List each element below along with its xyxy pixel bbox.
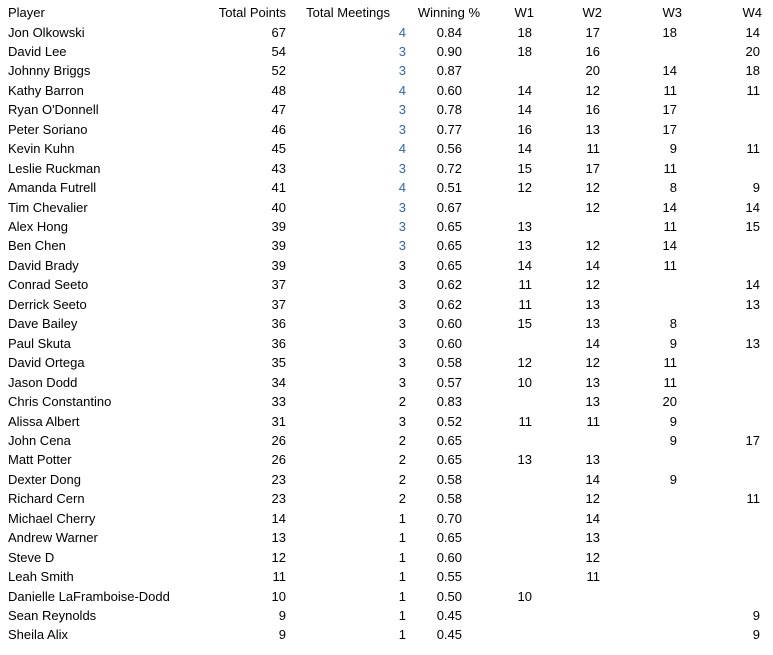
table-row (0, 606, 773, 625)
cell-total-meetings[interactable]: 1 (398, 588, 406, 604)
cell-w3[interactable]: 20 (662, 394, 677, 410)
cell-player[interactable]: Danielle LaFramboise-Dodd (8, 588, 170, 604)
cell-winning-percent[interactable]: 0.50 (436, 588, 462, 604)
cell-winning-percent[interactable]: 0.65 (436, 452, 462, 468)
cell-w2[interactable] (545, 606, 600, 625)
cell-player[interactable]: Leah Smith (8, 569, 74, 585)
cell-w4[interactable]: 17 (745, 432, 760, 448)
cell-w2[interactable] (545, 217, 600, 236)
cell-w2[interactable]: 11 (586, 569, 600, 585)
cell-winning-percent[interactable]: 0.78 (436, 102, 462, 118)
cell-w4[interactable] (705, 373, 760, 392)
table-row (0, 470, 773, 489)
cell-w2[interactable]: 14 (585, 471, 600, 487)
cell-total-meetings[interactable]: 3 (398, 160, 406, 176)
cell-winning-percent[interactable]: 0.52 (436, 413, 462, 429)
cell-w3[interactable]: 9 (669, 432, 677, 448)
cell-total-meetings[interactable]: 2 (398, 452, 406, 468)
cell-w4[interactable] (705, 567, 760, 586)
cell-w1[interactable] (480, 198, 532, 217)
cell-w2[interactable] (545, 625, 600, 644)
cell-w4[interactable]: 13 (745, 335, 760, 351)
cell-player[interactable]: Sheila Alix (8, 627, 68, 643)
cell-total-meetings[interactable]: 3 (398, 43, 406, 59)
cell-total-meetings[interactable]: 3 (398, 63, 406, 79)
cell-player[interactable]: Chris Constantino (8, 394, 112, 410)
cell-w1[interactable] (480, 509, 532, 528)
cell-w4[interactable]: 14 (745, 277, 760, 293)
cell-winning-percent[interactable]: 0.45 (436, 627, 462, 643)
cell-total-points[interactable]: 14 (271, 510, 286, 526)
cell-winning-percent[interactable]: 0.58 (436, 471, 462, 487)
cell-total-meetings[interactable]: 1 (398, 510, 406, 526)
cell-w2[interactable]: 14 (585, 510, 600, 526)
table-row (0, 295, 773, 314)
cell-w4[interactable] (705, 470, 760, 489)
cell-player[interactable]: David Brady (8, 257, 79, 273)
cell-total-meetings[interactable]: 2 (398, 432, 406, 448)
cell-w2[interactable]: 12 (585, 355, 600, 371)
cell-winning-percent[interactable]: 0.60 (436, 335, 462, 351)
table-row (0, 198, 773, 217)
table-row (0, 431, 773, 450)
cell-total-points[interactable]: 39 (271, 238, 286, 254)
cell-w3[interactable]: 8 (669, 180, 677, 196)
table-row (0, 61, 773, 80)
cell-w2[interactable]: 13 (585, 530, 600, 546)
cell-w2[interactable]: 17 (585, 160, 600, 176)
cell-total-points[interactable]: 41 (271, 180, 286, 196)
cell-total-points[interactable]: 46 (271, 121, 286, 137)
cell-winning-percent[interactable]: 0.58 (436, 491, 462, 507)
cell-winning-percent[interactable]: 0.51 (436, 180, 462, 196)
cell-w4[interactable] (705, 412, 760, 431)
cell-w2[interactable]: 14 (585, 257, 600, 273)
cell-w3[interactable] (625, 606, 677, 625)
cell-w3[interactable]: 11 (663, 257, 677, 273)
cell-w1[interactable]: 18 (517, 24, 532, 40)
cell-player[interactable]: Conrad Seeto (8, 277, 89, 293)
table-row (0, 120, 773, 139)
cell-winning-percent[interactable]: 0.65 (436, 219, 462, 234)
cell-w3[interactable]: 11 (663, 82, 677, 98)
cell-w4[interactable] (705, 587, 760, 606)
cell-winning-percent[interactable]: 0.70 (436, 510, 462, 526)
cell-w1[interactable]: 14 (517, 141, 532, 157)
table-row (0, 625, 773, 644)
cell-total-points[interactable]: 23 (271, 491, 286, 507)
cell-total-meetings[interactable]: 4 (398, 82, 406, 98)
cell-player[interactable]: Dexter Dong (8, 471, 81, 487)
cell-w1[interactable]: 14 (517, 82, 532, 98)
cell-w1[interactable]: 12 (517, 180, 532, 196)
cell-winning-percent[interactable]: 0.65 (436, 238, 462, 254)
cell-w4[interactable] (705, 353, 760, 372)
cell-w3[interactable] (625, 528, 677, 547)
cell-player[interactable]: Steve D (8, 549, 55, 565)
cell-w3[interactable]: 11 (663, 160, 677, 176)
cell-total-points[interactable]: 23 (271, 471, 286, 487)
header-player[interactable]: Player (8, 5, 45, 20)
cell-w1[interactable]: 13 (517, 452, 532, 468)
cell-w4[interactable]: 14 (745, 199, 760, 215)
cell-total-points[interactable]: 12 (271, 549, 286, 565)
cell-winning-percent[interactable]: 0.87 (436, 63, 462, 79)
table-row (0, 275, 773, 294)
header-row (0, 3, 773, 22)
cell-w2[interactable]: 12 (585, 491, 600, 507)
cell-player[interactable]: Sean Reynolds (8, 608, 97, 623)
cell-total-points[interactable]: 47 (271, 102, 286, 118)
table-row (0, 587, 773, 606)
cell-total-meetings[interactable]: 1 (398, 627, 406, 643)
cell-winning-percent[interactable]: 0.56 (436, 141, 462, 157)
cell-w3[interactable]: 18 (662, 24, 677, 40)
cell-total-points[interactable]: 26 (271, 432, 286, 448)
cell-total-meetings[interactable]: 4 (398, 180, 406, 196)
cell-w4[interactable] (705, 509, 760, 528)
cell-total-points[interactable]: 26 (271, 452, 286, 468)
cell-winning-percent[interactable]: 0.65 (436, 257, 462, 273)
cell-player[interactable]: Alissa Albert (8, 413, 80, 429)
cell-winning-percent[interactable]: 0.90 (436, 43, 462, 59)
cell-w1[interactable] (480, 567, 532, 586)
cell-winning-percent[interactable]: 0.62 (436, 296, 462, 312)
cell-player[interactable]: Tim Chevalier (8, 199, 88, 215)
cell-w4[interactable]: 11 (746, 141, 760, 157)
cell-player[interactable]: Richard Cern (8, 491, 85, 507)
cell-total-meetings[interactable]: 2 (398, 394, 406, 410)
cell-w3[interactable]: 11 (663, 219, 677, 234)
cell-player[interactable]: Derrick Seeto (8, 296, 87, 312)
cell-player[interactable]: Alex Hong (8, 219, 68, 234)
cell-total-meetings[interactable]: 3 (398, 296, 406, 312)
table-row (0, 256, 773, 275)
cell-total-meetings[interactable]: 3 (398, 335, 406, 351)
cell-total-points[interactable]: 40 (271, 199, 286, 215)
table-row (0, 159, 773, 178)
cell-winning-percent[interactable]: 0.62 (436, 277, 462, 293)
cell-w2[interactable]: 12 (585, 199, 600, 215)
cell-w1[interactable] (480, 61, 532, 80)
table-row (0, 42, 773, 61)
cell-total-meetings[interactable]: 3 (398, 413, 406, 429)
cell-player[interactable]: Leslie Ruckman (8, 160, 101, 176)
cell-w3[interactable] (625, 587, 677, 606)
cell-total-points[interactable]: 45 (271, 141, 286, 157)
cell-w4[interactable]: 13 (745, 296, 760, 312)
cell-w1[interactable] (480, 528, 532, 547)
cell-winning-percent[interactable]: 0.58 (436, 355, 462, 371)
cell-w2[interactable]: 13 (585, 374, 600, 390)
header-w3[interactable]: W3 (662, 5, 682, 20)
cell-w4[interactable]: 11 (746, 491, 760, 507)
cell-w4[interactable]: 15 (745, 219, 760, 234)
cell-total-meetings[interactable]: 1 (398, 549, 406, 565)
cell-w2[interactable]: 14 (585, 335, 600, 351)
cell-w3[interactable]: 8 (669, 316, 677, 332)
cell-player[interactable]: Johnny Briggs (8, 63, 91, 79)
cell-w3[interactable]: 17 (662, 121, 677, 137)
cell-w4[interactable] (705, 236, 760, 255)
cell-winning-percent[interactable]: 0.60 (436, 549, 462, 565)
cell-w4[interactable] (705, 450, 760, 469)
cell-total-points[interactable]: 36 (271, 316, 286, 332)
cell-w1[interactable] (480, 334, 532, 353)
table-row (0, 236, 773, 255)
cell-w1[interactable]: 14 (517, 257, 532, 273)
cell-w2[interactable]: 12 (585, 238, 600, 254)
table-row (0, 217, 773, 236)
cell-total-points[interactable]: 34 (271, 374, 286, 390)
cell-w4[interactable] (705, 528, 760, 547)
cell-w4[interactable]: 9 (752, 627, 760, 643)
cell-winning-percent[interactable]: 0.72 (436, 160, 462, 176)
cell-total-meetings[interactable]: 3 (398, 102, 406, 118)
header-w4[interactable]: W4 (742, 5, 762, 20)
cell-player[interactable]: Jon Olkowski (8, 24, 85, 40)
cell-w1[interactable]: 10 (517, 374, 532, 390)
cell-w1[interactable]: 18 (517, 43, 532, 59)
cell-winning-percent[interactable]: 0.65 (436, 530, 462, 546)
cell-w4[interactable] (705, 548, 760, 567)
cell-total-points[interactable]: 48 (271, 82, 286, 98)
cell-w2[interactable]: 13 (585, 394, 600, 410)
cell-total-points[interactable]: 31 (271, 413, 286, 429)
cell-w2[interactable] (545, 587, 600, 606)
header-w2[interactable]: W2 (582, 5, 602, 20)
cell-total-meetings[interactable]: 1 (398, 569, 406, 585)
cell-w2[interactable]: 12 (585, 180, 600, 196)
cell-player[interactable]: David Lee (8, 43, 67, 59)
cell-player[interactable]: Paul Skuta (8, 335, 71, 351)
cell-w1[interactable]: 11 (518, 296, 532, 312)
cell-w2[interactable]: 12 (585, 549, 600, 565)
cell-winning-percent[interactable]: 0.67 (436, 199, 462, 215)
cell-w4[interactable] (705, 314, 760, 333)
cell-total-points[interactable]: 52 (271, 63, 286, 79)
table-row (0, 314, 773, 333)
cell-player[interactable]: Michael Cherry (8, 510, 96, 526)
table-row (0, 23, 773, 42)
cell-w1[interactable]: 13 (517, 219, 532, 234)
cell-winning-percent[interactable]: 0.45 (436, 608, 462, 623)
cell-w1[interactable]: 15 (517, 316, 532, 332)
cell-total-points[interactable]: 33 (271, 394, 286, 410)
cell-w1[interactable]: 12 (517, 355, 532, 371)
cell-total-meetings[interactable]: 1 (398, 530, 406, 546)
table-row (0, 567, 773, 586)
cell-total-points[interactable]: 11 (272, 569, 286, 585)
cell-total-points[interactable]: 35 (271, 355, 286, 371)
cell-player[interactable]: Jason Dodd (8, 374, 78, 390)
cell-w2[interactable]: 11 (586, 141, 600, 157)
cell-w3[interactable]: 9 (669, 413, 677, 429)
cell-total-meetings[interactable]: 3 (398, 355, 406, 371)
cell-total-points[interactable]: 37 (271, 277, 286, 293)
cell-w1[interactable]: 16 (517, 121, 532, 137)
cell-w2[interactable]: 16 (585, 43, 600, 59)
table-row (0, 489, 773, 508)
cell-w1[interactable]: 15 (517, 160, 532, 176)
cell-player[interactable]: Matt Potter (8, 452, 72, 468)
cell-player[interactable]: Dave Bailey (8, 316, 78, 332)
cell-w3[interactable] (625, 509, 677, 528)
cell-total-points[interactable]: 43 (271, 160, 286, 176)
cell-w2[interactable] (545, 431, 600, 450)
cell-w3[interactable] (625, 489, 677, 508)
cell-w3[interactable]: 9 (669, 141, 677, 157)
cell-w1[interactable] (480, 606, 532, 625)
cell-w2[interactable]: 12 (585, 277, 600, 293)
table-row (0, 412, 773, 431)
cell-w3[interactable]: 14 (662, 63, 677, 79)
cell-w2[interactable]: 13 (585, 316, 600, 332)
cell-player[interactable]: Kevin Kuhn (8, 141, 75, 157)
cell-w4[interactable]: 18 (745, 63, 760, 79)
cell-w2[interactable]: 12 (585, 82, 600, 98)
table-row (0, 509, 773, 528)
cell-w3[interactable] (625, 548, 677, 567)
cell-total-points[interactable]: 36 (271, 335, 286, 351)
cell-w1[interactable] (480, 470, 532, 489)
cell-player[interactable]: Kathy Barron (8, 82, 84, 98)
cell-player[interactable]: Amanda Futrell (8, 180, 97, 196)
cell-winning-percent[interactable]: 0.83 (436, 394, 462, 410)
cell-player[interactable]: John Cena (8, 432, 71, 448)
table-row (0, 334, 773, 353)
cell-w3[interactable] (625, 625, 677, 644)
cell-total-meetings[interactable]: 3 (398, 121, 406, 137)
cell-w3[interactable]: 11 (663, 355, 677, 371)
cell-player[interactable]: Peter Soriano (8, 121, 88, 137)
table-row (0, 81, 773, 100)
cell-w2[interactable]: 17 (585, 24, 600, 40)
cell-w3[interactable]: 14 (662, 199, 677, 215)
cell-player[interactable]: Andrew Warner (8, 530, 98, 546)
cell-w3[interactable]: 17 (662, 102, 677, 118)
cell-w4[interactable] (705, 120, 760, 139)
table-row (0, 100, 773, 119)
cell-w2[interactable]: 13 (585, 452, 600, 468)
cell-w3[interactable] (625, 275, 677, 294)
cell-w1[interactable]: 10 (517, 588, 532, 604)
cell-total-points[interactable]: 54 (271, 43, 286, 59)
cell-total-meetings[interactable]: 3 (398, 257, 406, 273)
cell-w4[interactable]: 14 (745, 24, 760, 40)
cell-w1[interactable]: 11 (518, 277, 532, 293)
cell-w4[interactable]: 9 (752, 608, 760, 623)
table-row (0, 139, 773, 158)
cell-w4[interactable]: 20 (745, 43, 760, 59)
cell-total-meetings[interactable]: 3 (398, 199, 406, 215)
cell-total-meetings[interactable]: 4 (398, 141, 406, 157)
cell-w3[interactable]: 11 (663, 374, 677, 390)
cell-total-meetings[interactable]: 3 (398, 374, 406, 390)
cell-total-meetings[interactable]: 3 (398, 238, 406, 254)
cell-w1[interactable] (480, 431, 532, 450)
cell-w4[interactable] (705, 256, 760, 275)
table-row (0, 450, 773, 469)
cell-w1[interactable] (480, 392, 532, 411)
cell-w4[interactable]: 11 (746, 82, 760, 98)
cell-total-points[interactable]: 9 (278, 608, 286, 623)
table-row (0, 353, 773, 372)
cell-total-meetings[interactable]: 3 (398, 316, 406, 332)
cell-total-meetings[interactable]: 2 (398, 491, 406, 507)
cell-total-meetings[interactable]: 3 (398, 219, 406, 234)
cell-total-points[interactable]: 39 (271, 257, 286, 273)
cell-w1[interactable] (480, 489, 532, 508)
cell-w3[interactable] (625, 567, 677, 586)
cell-total-points[interactable]: 67 (271, 24, 286, 40)
cell-total-meetings[interactable]: 2 (398, 471, 406, 487)
table-row (0, 548, 773, 567)
cell-w3[interactable] (625, 295, 677, 314)
cell-w2[interactable]: 13 (585, 296, 600, 312)
cell-w1[interactable]: 11 (518, 413, 532, 429)
cell-w2[interactable]: 13 (585, 121, 600, 137)
header-w1[interactable]: W1 (514, 5, 534, 20)
cell-w2[interactable]: 16 (585, 102, 600, 118)
cell-w2[interactable]: 11 (586, 413, 600, 429)
cell-w4[interactable]: 9 (752, 180, 760, 196)
cell-w3[interactable] (625, 450, 677, 469)
table-row (0, 392, 773, 411)
cell-w4[interactable] (705, 100, 760, 119)
cell-winning-percent[interactable]: 0.77 (436, 121, 462, 137)
cell-total-points[interactable]: 9 (278, 627, 286, 643)
cell-winning-percent[interactable]: 0.65 (436, 432, 462, 448)
header-total-points[interactable]: Total Points (218, 5, 286, 20)
table-row (0, 373, 773, 392)
cell-total-meetings[interactable]: 3 (398, 277, 406, 293)
table-row (0, 528, 773, 547)
cell-w1[interactable] (480, 548, 532, 567)
cell-total-points[interactable]: 10 (271, 588, 286, 604)
cell-winning-percent[interactable]: 0.60 (436, 82, 462, 98)
cell-w3[interactable] (625, 42, 677, 61)
cell-w3[interactable]: 9 (669, 471, 677, 487)
cell-winning-percent[interactable]: 0.60 (436, 316, 462, 332)
cell-w2[interactable]: 20 (585, 63, 600, 79)
cell-player[interactable]: David Ortega (8, 355, 85, 371)
cell-total-points[interactable]: 13 (271, 530, 286, 546)
cell-total-meetings[interactable]: 4 (398, 24, 406, 40)
cell-winning-percent[interactable]: 0.57 (436, 374, 462, 390)
cell-player[interactable]: Ben Chen (8, 238, 66, 254)
header-total-meetings[interactable]: Total Meetings (306, 5, 390, 20)
cell-total-points[interactable]: 37 (271, 296, 286, 312)
cell-w1[interactable]: 14 (517, 102, 532, 118)
header-winning-percent[interactable]: Winning % (417, 5, 480, 20)
cell-total-points[interactable]: 39 (271, 219, 286, 234)
cell-w3[interactable]: 9 (669, 335, 677, 351)
cell-winning-percent[interactable]: 0.55 (436, 569, 462, 585)
cell-w4[interactable] (705, 159, 760, 178)
cell-w1[interactable] (480, 625, 532, 644)
cell-winning-percent[interactable]: 0.84 (436, 24, 462, 40)
cell-w1[interactable]: 13 (517, 238, 532, 254)
cell-w4[interactable] (705, 392, 760, 411)
cell-total-meetings[interactable]: 1 (398, 608, 406, 623)
table-row (0, 178, 773, 197)
cell-w3[interactable]: 14 (662, 238, 677, 254)
cell-player[interactable]: Ryan O'Donnell (8, 102, 99, 118)
